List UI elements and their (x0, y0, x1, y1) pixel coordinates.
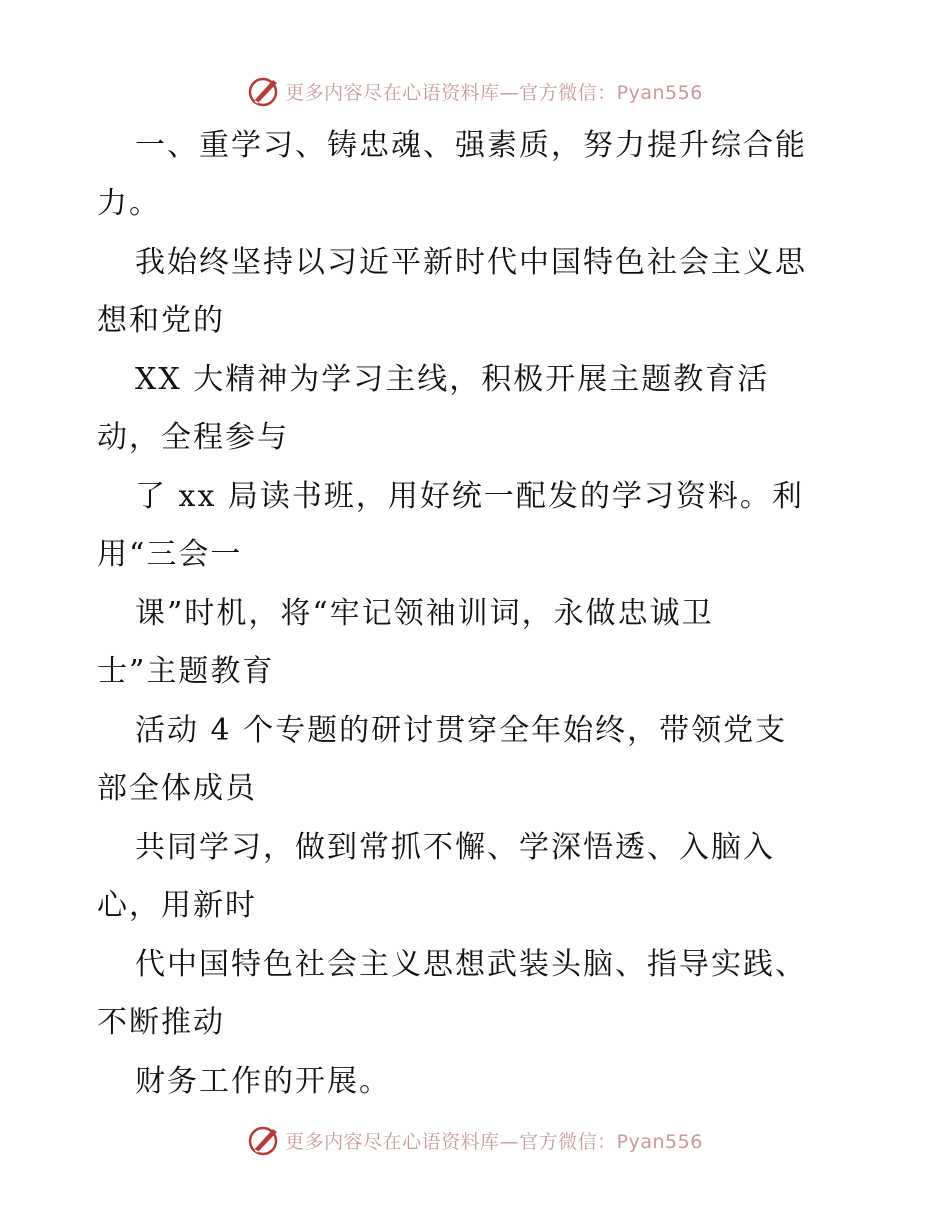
body-line-1: 一、重学习、铸忠魂、强素质，努力提升综合能 (135, 128, 807, 163)
body-line-17: 财务工作的开展。 (135, 1064, 391, 1099)
body-line-11: 活动 4 个专题的研讨贯穿全年始终，带领党支 (135, 713, 788, 748)
header-watermark (0, 71, 950, 111)
pen-logo-icon (247, 1123, 281, 1157)
body-line-3: 我始终坚持以习近平新时代中国特色社会主义思 (135, 245, 807, 280)
body-line-7: 了 xx 局读书班，用好统一配发的学习资料。利 (135, 479, 804, 514)
body-line-2: 力。 (97, 186, 161, 221)
body-line-6: 动，全程参与 (97, 420, 289, 455)
pen-logo-icon (247, 74, 281, 108)
body-line-16: 不断推动 (97, 1005, 225, 1040)
watermark-text: 更多内容尽在心语资料库—官方微信：Pyan556 (285, 1130, 703, 1153)
watermark-text: 更多内容尽在心语资料库—官方微信：Pyan556 (285, 81, 703, 104)
body-line-4: 想和党的 (97, 303, 225, 338)
body-line-5: XX 大精神为学习主线，积极开展主题教育活 (135, 362, 770, 397)
body-line-13: 共同学习，做到常抓不懈、学深悟透、入脑入 (135, 830, 775, 865)
body-line-12: 部全体成员 (97, 771, 257, 806)
body-line-15: 代中国特色社会主义思想武装头脑、指导实践、 (135, 947, 807, 982)
body-line-10: 士”主题教育 (97, 654, 275, 689)
body-line-14: 心，用新时 (97, 888, 257, 923)
footer-watermark (0, 1120, 950, 1160)
body-line-9: 课”时机，将“牢记领袖训词，永做忠诚卫 (135, 596, 714, 631)
body-line-8: 用“三会一 (97, 537, 243, 572)
